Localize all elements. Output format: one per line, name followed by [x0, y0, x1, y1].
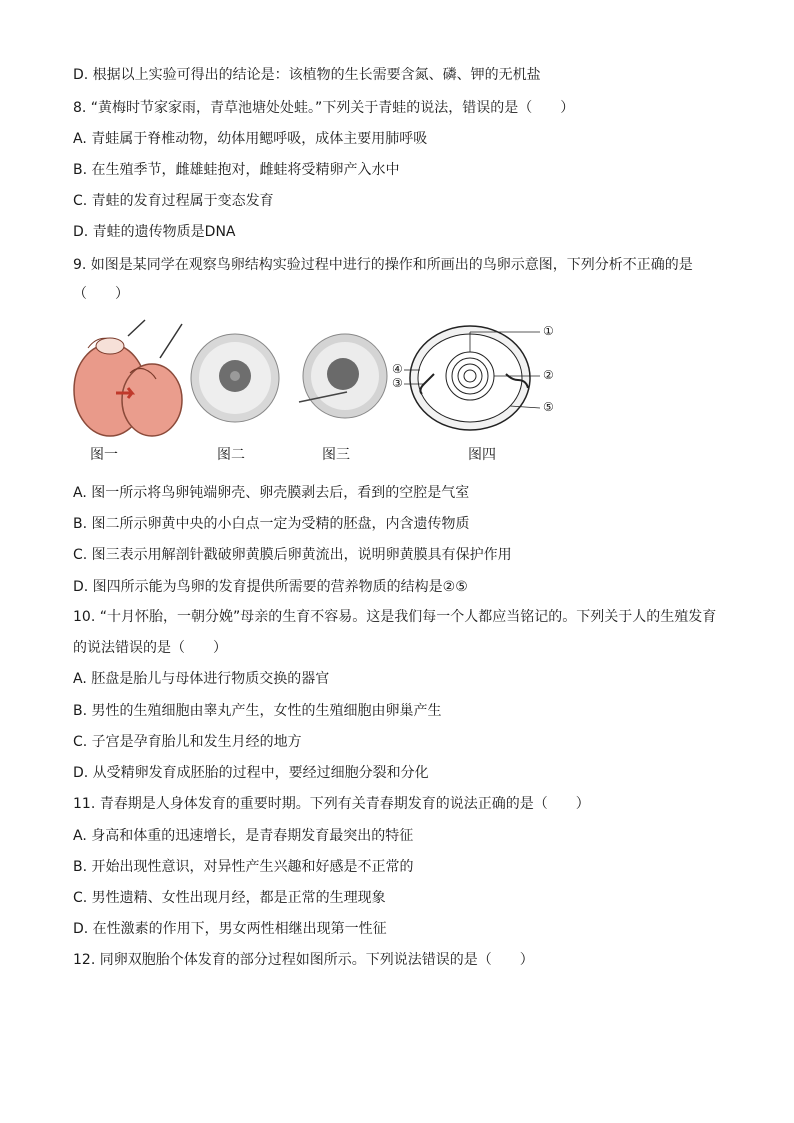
callout-3: ③ — [392, 376, 403, 390]
text-line-q11d: D. 在性激素的作用下，男女两性相继出现第一性征 — [73, 921, 387, 937]
text-line-q11: 11. 青春期是人身体发育的重要时期。下列有关青春期发育的说法正确的是（ ） — [73, 796, 590, 812]
text-line-q9b: （ ） — [73, 286, 129, 302]
bird-egg-figures — [70, 318, 590, 468]
text-line-q10c1: C. 子宫是孕育胎儿和发生月经的地方 — [73, 734, 302, 750]
figure-label-4: 图四 — [468, 447, 496, 463]
text-line-q10b: 的说法错误的是（ ） — [73, 640, 227, 656]
text-line-q8a: A. 青蛙属于脊椎动物，幼体用鳃呼吸，成体主要用肺呼吸 — [73, 131, 428, 147]
text-line-l1: D. 根据以上实验可得出的结论是：该植物的生长需要含氮、磷、钾的无机盐 — [73, 67, 541, 83]
figure-three-pierced-yolk — [295, 318, 395, 438]
text-line-q9: 9. 如图是某同学在观察鸟卵结构实验过程中进行的操作和所画出的鸟卵示意图，下列分析不正确的是 — [73, 257, 693, 273]
figure-label-2: 图二 — [217, 447, 245, 463]
callout-1: ① — [543, 324, 554, 338]
figure-two-yolk — [190, 318, 280, 438]
text-line-q8c: C. 青蛙的发育过程属于变态发育 — [73, 193, 274, 209]
text-line-q11c: C. 男性遗精、女性出现月经，都是正常的生理现象 — [73, 890, 386, 906]
text-line-q11a: A. 身高和体重的迅速增长，是青春期发育最突出的特征 — [73, 828, 414, 844]
figure-four-egg-diagram — [390, 318, 590, 448]
callout-5: ⑤ — [543, 400, 554, 414]
text-line-q10b1: B. 男性的生殖细胞由睾丸产生，女性的生殖细胞由卵巢产生 — [73, 703, 442, 719]
text-line-q10d1: D. 从受精卵发育成胚胎的过程中，要经过细胞分裂和分化 — [73, 765, 429, 781]
callout-2: ② — [543, 368, 554, 382]
figure-one-egg-peeling — [70, 318, 190, 438]
text-line-q8: 8. “黄梅时节家家雨，青草池塘处处蛙。”下列关于青蛙的说法，错误的是（ ） — [73, 100, 575, 116]
callout-4: ④ — [392, 362, 403, 376]
text-line-q11b: B. 开始出现性意识，对异性产生兴趣和好感是不正常的 — [73, 859, 414, 875]
text-line-q8b: B. 在生殖季节，雌雄蛙抱对，雌蛙将受精卵产入水中 — [73, 162, 400, 178]
text-line-q12: 12. 同卵双胞胎个体发育的部分过程如图所示。下列说法错误的是（ ） — [73, 952, 534, 968]
text-line-q9a1: A. 图一所示将鸟卵钝端卵壳、卵壳膜剥去后，看到的空腔是气室 — [73, 485, 470, 501]
text-line-q10: 10. “十月怀胎，一朝分娩”母亲的生育不容易。这是我们每一个人都应当铭记的。下列关于人的生殖发育 — [73, 609, 717, 625]
text-line-q10a1: A. 胚盘是胎儿与母体进行物质交换的器官 — [73, 671, 330, 687]
figure-label-3: 图三 — [322, 447, 350, 463]
text-line-q8d: D. 青蛙的遗传物质是DNA — [73, 224, 236, 240]
text-line-q9d1: D. 图四所示能为鸟卵的发育提供所需要的营养物质的结构是②⑤ — [73, 579, 468, 595]
text-line-q9b1: B. 图二所示卵黄中央的小白点一定为受精的胚盘，内含遗传物质 — [73, 516, 470, 532]
figure-label-1: 图一 — [90, 447, 118, 463]
text-line-q9c1: C. 图三表示用解剖针戳破卵黄膜后卵黄流出，说明卵黄膜具有保护作用 — [73, 547, 512, 563]
